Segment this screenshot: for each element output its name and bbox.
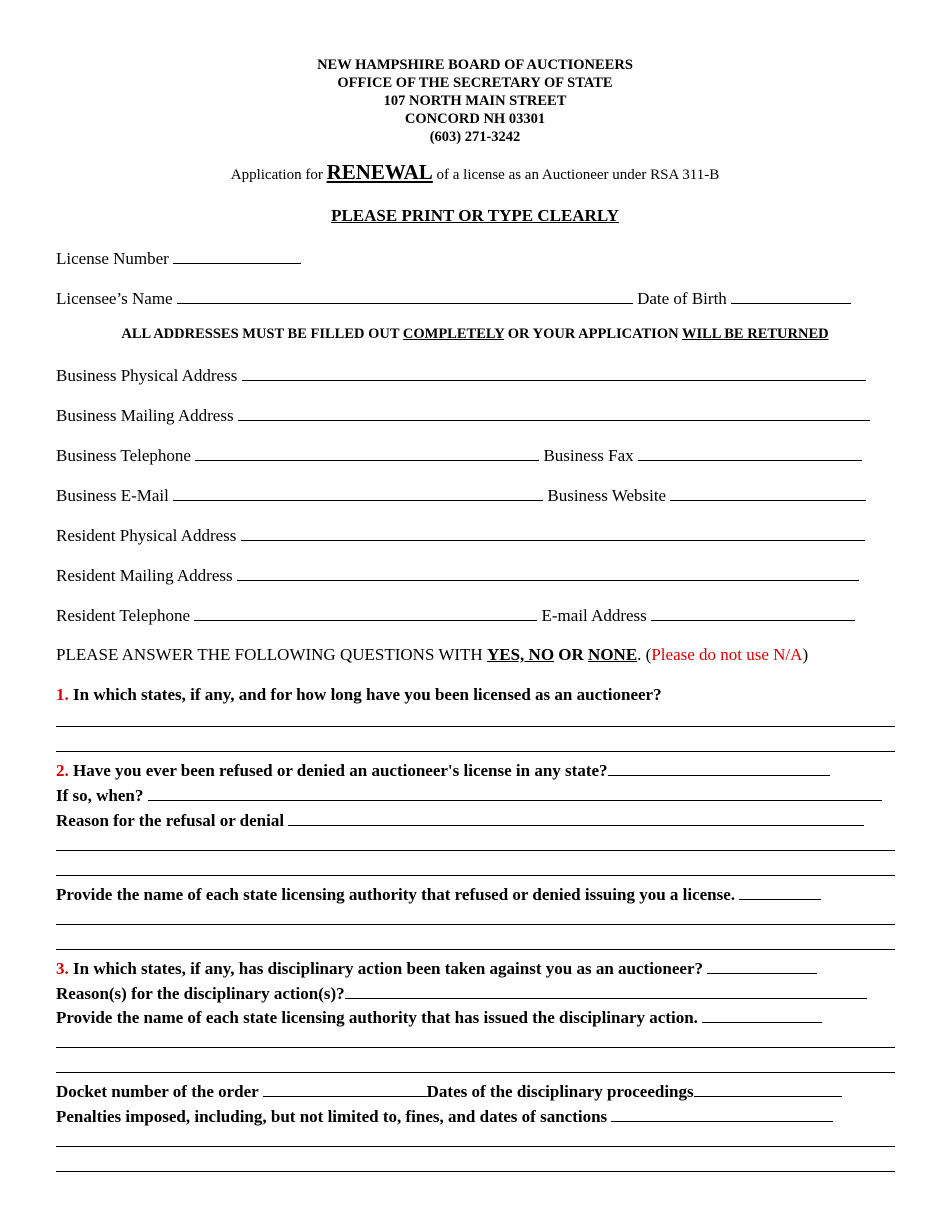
- answer-line[interactable]: [56, 1047, 895, 1048]
- question-2-reason-label: Reason for the refusal or denial: [56, 811, 285, 830]
- question-2-authority-field[interactable]: [739, 882, 821, 900]
- question-3-authority-field[interactable]: [702, 1005, 822, 1023]
- question-2-text: Have you ever been refused or denied an auctioneer's license in any state?: [73, 761, 608, 780]
- business-website-label: Business Website: [547, 486, 667, 505]
- business-fax-field[interactable]: [638, 443, 862, 461]
- resident-mailing-label: Resident Mailing Address: [56, 566, 233, 585]
- resident-physical-label: Resident Physical Address: [56, 526, 237, 545]
- answer-line[interactable]: [56, 751, 895, 752]
- question-2: [56, 758, 898, 782]
- application-title: [0, 160, 950, 185]
- question-2-when-field[interactable]: [148, 783, 882, 801]
- question-3-docket-row: [56, 1079, 898, 1103]
- notice-part2: OR YOUR APPLICATION: [507, 326, 679, 342]
- business-phone-row: [56, 443, 898, 467]
- answer-line[interactable]: [56, 1146, 895, 1147]
- question-3-number: 3.: [56, 959, 69, 978]
- business-physical-label: Business Physical Address: [56, 366, 238, 385]
- date-of-birth-field[interactable]: [731, 286, 851, 304]
- city-state-zip: CONCORD NH 03301: [404, 111, 546, 127]
- question-3-docket-field[interactable]: [263, 1079, 427, 1097]
- business-email-label: Business E-Mail: [56, 486, 169, 505]
- question-3-dates-field[interactable]: [694, 1079, 842, 1097]
- answer-line[interactable]: [56, 850, 895, 851]
- resident-physical-field[interactable]: [241, 523, 865, 541]
- question-2-reason-row: [56, 808, 898, 832]
- notice-part1: ALL ADDRESSES MUST BE FILLED OUT: [121, 326, 400, 342]
- email-address-label: E-mail Address: [541, 606, 647, 625]
- business-mailing-label: Business Mailing Address: [56, 406, 234, 425]
- street-address: 107 NORTH MAIN STREET: [383, 93, 567, 109]
- answer-line[interactable]: [56, 1072, 895, 1073]
- resident-mailing-field[interactable]: [237, 563, 859, 581]
- question-1: [56, 684, 898, 706]
- question-2-answer-field[interactable]: [608, 758, 830, 776]
- question-2-authority-label: Provide the name of each state licensing authority that refused or denied issuing you a license.: [56, 885, 736, 904]
- instructions-or: OR: [558, 645, 584, 664]
- form-header: [0, 56, 950, 146]
- question-3-authority-label: Provide the name of each state licensing authority that has issued the disciplinary action.: [56, 1008, 698, 1027]
- answer-line[interactable]: [56, 1171, 895, 1172]
- question-2-number: 2.: [56, 761, 69, 780]
- resident-telephone-label: Resident Telephone: [56, 606, 190, 625]
- board-name: NEW HAMPSHIRE BOARD OF AUCTIONEERS: [317, 57, 633, 73]
- license-number-field[interactable]: [173, 246, 301, 264]
- resident-telephone-field[interactable]: [194, 603, 537, 621]
- business-website-field[interactable]: [670, 483, 866, 501]
- date-of-birth-label: Date of Birth: [637, 289, 727, 308]
- licensee-name-field[interactable]: [177, 286, 633, 304]
- business-email-row: [56, 483, 898, 507]
- email-address-field[interactable]: [651, 603, 855, 621]
- notice-completely: COMPLETELY: [402, 326, 505, 342]
- business-email-field[interactable]: [173, 483, 543, 501]
- licensee-name-label: Licensee’s Name: [56, 289, 173, 308]
- answer-line[interactable]: [56, 924, 895, 925]
- answer-line[interactable]: [56, 949, 895, 950]
- question-3-text: In which states, if any, has disciplinary action been taken against you as an auctioneer?: [73, 959, 704, 978]
- question-2-when-row: [56, 783, 898, 807]
- business-mailing-field[interactable]: [238, 403, 870, 421]
- intro-suffix: of a license as an Auctioneer under RSA 311-B: [436, 167, 720, 183]
- notice-returned: WILL BE RETURNED: [681, 326, 829, 342]
- business-physical-field[interactable]: [242, 363, 866, 381]
- resident-mailing-row: [56, 563, 898, 587]
- question-3-reasons-row: [56, 981, 898, 1005]
- question-3-penalties-label: Penalties imposed, including, but not limited to, fines, and dates of sanctions: [56, 1107, 608, 1126]
- licensee-name-row: [56, 286, 898, 310]
- question-3-reasons-field[interactable]: [345, 981, 867, 999]
- instructions-none: NONE: [588, 645, 638, 664]
- phone-number: (603) 271-3242: [429, 129, 521, 145]
- answer-line[interactable]: [56, 726, 895, 727]
- instructions-prefix: PLEASE ANSWER THE FOLLOWING QUESTIONS WITH: [56, 645, 483, 664]
- business-fax-label: Business Fax: [543, 446, 634, 465]
- question-3: [56, 956, 898, 980]
- business-mailing-row: [56, 403, 898, 427]
- instructions-open-paren: (: [645, 645, 652, 664]
- question-1-text: In which states, if any, and for how long have you been licensed as an auctioneer?: [73, 685, 662, 704]
- business-physical-row: [56, 363, 898, 387]
- print-clearly-heading: PLEASE PRINT OR TYPE CLEARLY: [331, 206, 619, 225]
- answer-line[interactable]: [56, 875, 895, 876]
- resident-physical-row: [56, 523, 898, 547]
- renewal-label: RENEWAL: [326, 160, 433, 184]
- question-2-reason-field[interactable]: [288, 808, 864, 826]
- business-telephone-field[interactable]: [195, 443, 539, 461]
- question-3-penalties-row: [56, 1104, 898, 1128]
- resident-phone-row: [56, 603, 898, 627]
- business-telephone-label: Business Telephone: [56, 446, 191, 465]
- na-warning: Please do not use N/A: [651, 645, 803, 664]
- intro-prefix: Application for: [230, 167, 323, 183]
- question-3-penalties-field[interactable]: [611, 1104, 833, 1122]
- instructions-close-paren: ): [802, 645, 809, 664]
- question-3-authority-row: [56, 1005, 898, 1029]
- question-3-answer-field[interactable]: [707, 956, 817, 974]
- question-3-docket-label: Docket number of the order: [56, 1082, 259, 1101]
- license-number-row: [56, 246, 898, 270]
- question-1-number: 1.: [56, 685, 69, 704]
- question-3-reasons-label: Reason(s) for the disciplinary action(s)?: [56, 984, 345, 1003]
- office-name: OFFICE OF THE SECRETARY OF STATE: [337, 75, 613, 91]
- question-3-dates-label: Dates of the disciplinary proceedings: [426, 1082, 694, 1101]
- address-notice: [0, 326, 950, 343]
- license-number-label: License Number: [56, 249, 169, 268]
- question-2-authority-row: [56, 882, 898, 906]
- instructions-yes-no: YES, NO: [486, 645, 555, 664]
- instructions-period: .: [637, 645, 642, 664]
- answer-instructions: [56, 644, 898, 666]
- question-2-when-label: If so, when?: [56, 786, 144, 805]
